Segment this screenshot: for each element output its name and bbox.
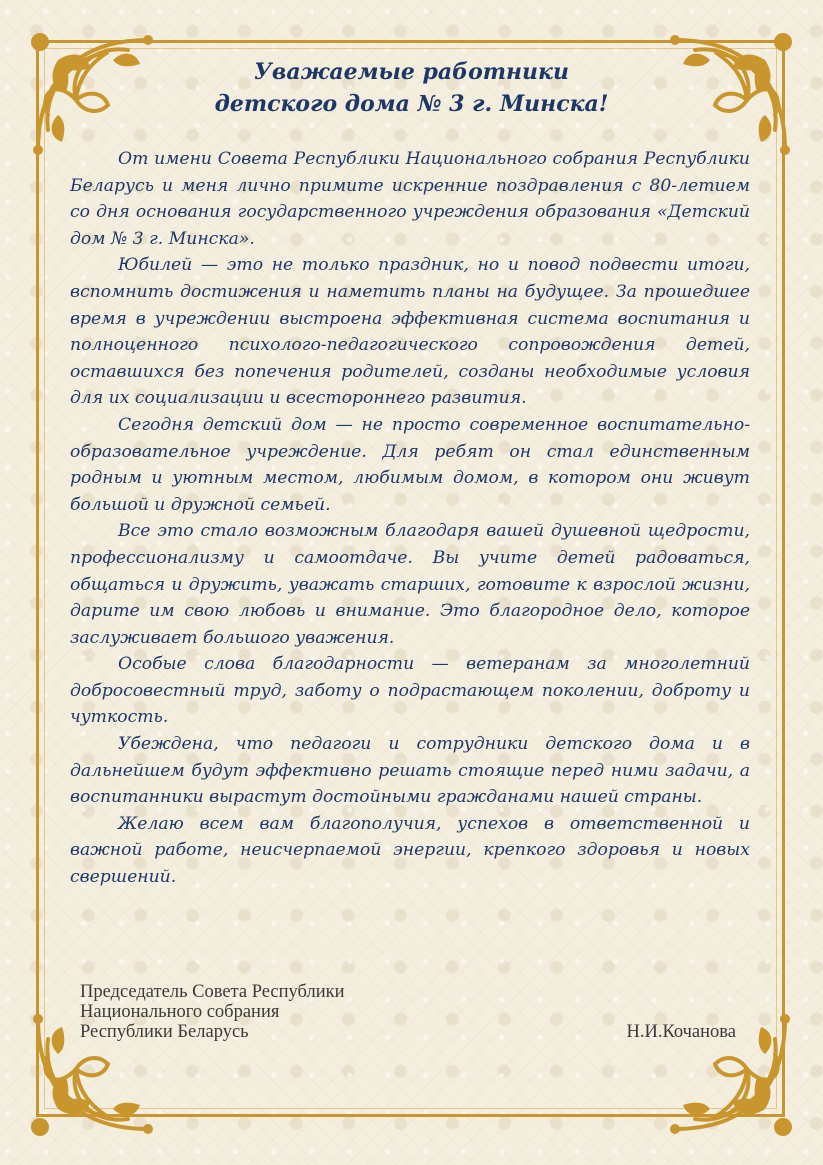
signature-position-line-3: Республики Беларусь <box>80 1022 249 1042</box>
paragraph: Юбилей — это не только праздник, но и повод подвести итоги, вспомнить достижения и наметить планы на будущее. За прошедшее время в учреждении выстроена эффективная система воспитания и полноценного психолого-педагогического сопровождения детей, оставшихся без попечения родителей, созданы необходимые условия для их социализации и всестороннего развития. <box>70 255 750 409</box>
title-line-1: Уважаемые работники <box>254 59 569 85</box>
paragraph: Особые слова благодарности — ветеранам за многолетний добросовестный труд, заботу о подрастающем поколении, доброту и чуткость. <box>70 654 750 728</box>
letter-body <box>70 146 750 891</box>
signature-position-line-1: Председатель Совета Республики <box>80 982 345 1002</box>
paragraph: Желаю всем вам благополучия, успехов в ответственной и важной работе, неисчерпаемой энергии, крепкого здоровья и новых свершений. <box>70 813 750 888</box>
signature-block <box>80 982 740 1042</box>
signatory-name: Н.И.Кочанова <box>626 1022 736 1042</box>
paragraph: Убеждена, что педагоги и сотрудники детского дома и в дальнейшем будут эффективно решать стоящие перед ними задачи, а воспитанники вырастут достойными гражданами нашей страны. <box>70 734 750 808</box>
paragraph: От имени Совета Республики Национального собрания Республики Беларусь и меня лично примите искренние поздравления с 80-летием со дня основания государственного учреждения образования «Детский дом № 3 г. Минска». <box>70 149 750 249</box>
title-line-2: детского дома № 3 г. Минска! <box>214 91 609 117</box>
paragraph: Сегодня детский дом — не просто современное воспитательно-образовательное учреждение. Для ребят он стал единственным родным и уютным местом, любимым домом, в котором они живут большой и дружной семьей. <box>70 414 750 515</box>
signature-position-line-2: Национального собрания <box>80 1002 280 1022</box>
paragraph: Все это стало возможным благодаря вашей душевной щедрости, профессионализму и самоотдаче. Вы учите детей радоваться, общаться и дружить, уважать старших, готовите к взрослой жизни, дарите им свою любовь и внимание. Это благородное дело, которое заслуживает большого уважения. <box>70 521 750 648</box>
letter-title <box>150 56 673 120</box>
